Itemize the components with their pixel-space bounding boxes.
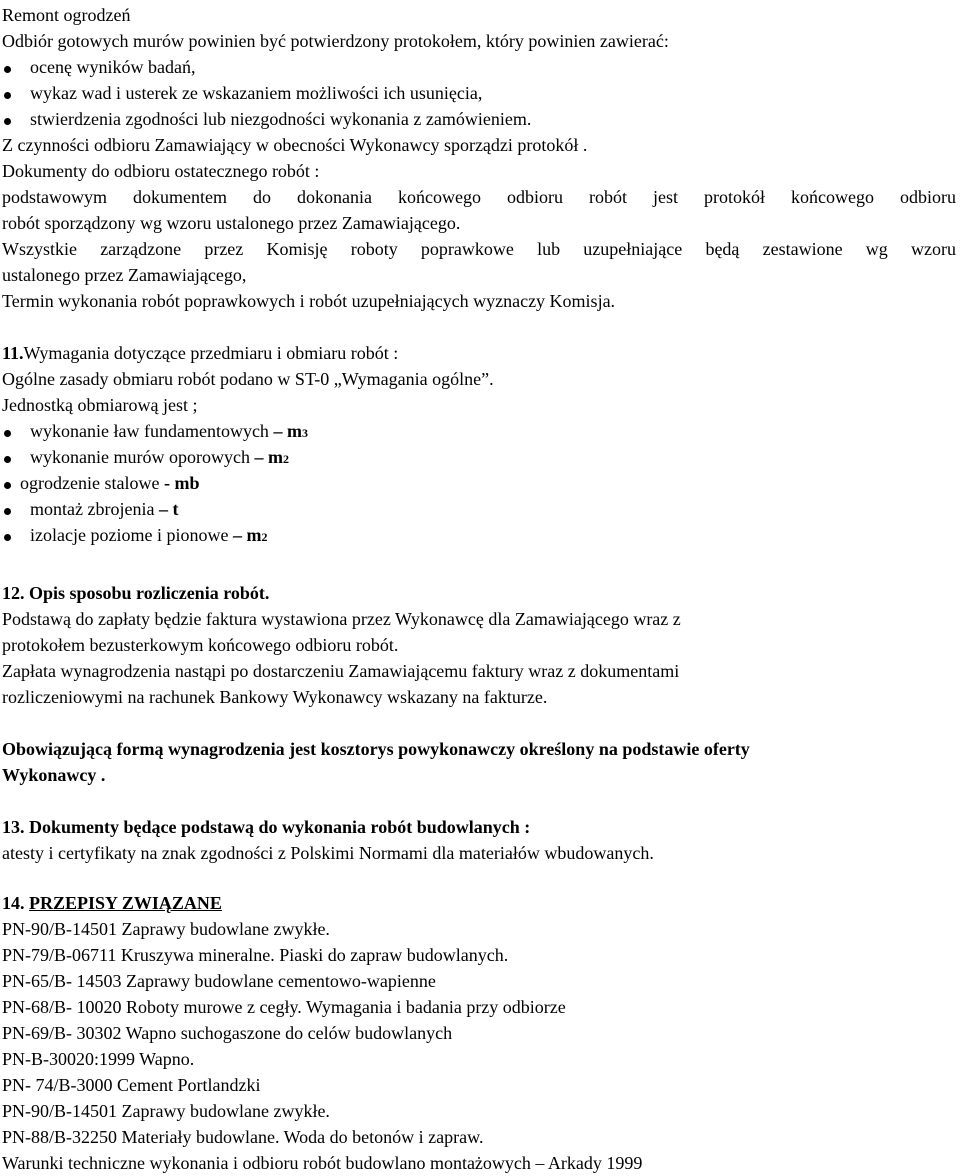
section-number: 11. (2, 343, 24, 363)
list-item: ocenę wyników badań, (30, 57, 196, 77)
paragraph: Podstawą do zapłaty będzie faktura wystawiona przez Wykonawcę dla Zamawiającego wraz z (2, 609, 681, 629)
bold-paragraph (2, 738, 750, 760)
standard-item: PN-79/B-06711 Kruszywa mineralne. Piaski do zapraw budowlanych. (2, 945, 509, 965)
standard-item: PN-68/B- 10020 Roboty murowe z cegły. Wymagania i badania przy odbiorze (2, 997, 566, 1017)
intro-paragraph: Odbiór gotowych murów powinien być potwierdzony protokołem, który powinien zawierać: (2, 31, 669, 51)
doc-title: Remont ogrodzeń (2, 5, 131, 25)
standard-item: PN-90/B-14501 Zaprawy budowlane zwykłe. (2, 919, 330, 939)
list-item (30, 420, 308, 442)
section-number: 14. (2, 893, 29, 913)
standard-item: PN-B-30020:1999 Wapno. (2, 1049, 195, 1069)
paragraph: protokołem bezusterkowym końcowego odbioru robót. (2, 635, 399, 655)
paragraph: Ogólne zasady obmiaru robót podano w ST-0 „Wymagania ogólne”. (2, 369, 494, 389)
unit-value: – m (273, 421, 302, 441)
bullet-icon (4, 534, 11, 541)
bold-paragraph (2, 764, 105, 786)
bullet-icon (4, 430, 11, 437)
standard-item: PN-90/B-14501 Zaprawy budowlane zwykłe. (2, 1101, 330, 1121)
bullet-icon (4, 456, 11, 463)
unit-value: - mb (163, 473, 200, 493)
bullet-icon (4, 92, 11, 99)
unit-label: wykonanie ław fundamentowych (30, 421, 274, 441)
paragraph: Jednostką obmiarową jest ; (2, 395, 198, 415)
standard-item: Warunki techniczne wykonania i odbioru robót budowlano montażowych – Arkady 1999 (2, 1153, 643, 1173)
paragraph: Dokumenty do odbioru ostatecznego robót : (2, 161, 320, 181)
bullet-icon (4, 118, 11, 125)
unit-value: – t (158, 499, 179, 519)
unit-value: – m (232, 525, 262, 545)
paragraph: rozliczeniowymi na rachunek Bankowy Wykonawcy wskazany na fakturze. (2, 687, 548, 707)
unit-value: – m (254, 447, 283, 467)
section-12-heading (2, 582, 269, 604)
unit-label: ogrodzenie stalowe (20, 473, 164, 493)
bullet-icon (4, 66, 11, 73)
list-item: wykaz wad i usterek ze wskazaniem możliwości ich usunięcia, (30, 83, 483, 103)
list-item (30, 498, 178, 520)
paragraph: Wszystkie zarządzone przez Komisję roboty poprawkowe lub uzupełniające będą zestawione wg wzoru (2, 239, 956, 259)
list-item (20, 472, 199, 494)
bullet-icon (4, 508, 11, 515)
bullet-icon (4, 482, 11, 489)
standard-item: PN-65/B- 14503 Zaprawy budowlane cementowo-wapienne (2, 971, 436, 991)
bold-text: Wykonawcy . (2, 765, 106, 785)
unit-label: montaż zbrojenia (30, 499, 159, 519)
section-11-heading (2, 342, 398, 364)
section-title: 12. Opis sposobu rozliczenia robót. (2, 583, 270, 603)
paragraph: podstawowym dokumentem do dokonania końcowego odbioru robót jest protokół końcowego odbioru (2, 187, 956, 207)
unit-exponent: 2 (261, 530, 268, 544)
standard-item: PN-69/B- 30302 Wapno suchogaszone do celów budowlanych (2, 1023, 453, 1043)
paragraph: Z czynności odbioru Zamawiający w obecności Wykonawcy sporządzi protokół . (2, 135, 588, 155)
paragraph: robót sporządzony wg wzoru ustalonego przez Zamawiającego. (2, 213, 461, 233)
list-item (30, 446, 289, 468)
paragraph: ustalonego przez Zamawiającego, (2, 265, 247, 285)
paragraph: atesty i certyfikaty na znak zgodności z Polskimi Normami dla materiałów wbudowanych. (2, 843, 654, 863)
standard-item: PN-88/B-32250 Materiały budowlane. Woda do betonów i zapraw. (2, 1127, 484, 1147)
list-item (30, 524, 267, 546)
section-title: PRZEPISY ZWIĄZANE (29, 893, 222, 913)
standard-item: PN- 74/B-3000 Cement Portlandzki (2, 1075, 261, 1095)
paragraph: Zapłata wynagrodzenia nastąpi po dostarczeniu Zamawiającemu faktury wraz z dokumentami (2, 661, 680, 681)
section-title: Wymagania dotyczące przedmiaru i obmiaru robót : (23, 343, 399, 363)
paragraph: Termin wykonania robót poprawkowych i robót uzupełniających wyznaczy Komisja. (2, 291, 616, 311)
unit-label: wykonanie murów oporowych (30, 447, 255, 467)
unit-exponent: 2 (282, 452, 289, 466)
list-item: stwierdzenia zgodności lub niezgodności wykonania z zamówieniem. (30, 109, 532, 129)
section-14-heading (2, 892, 222, 914)
bold-text: Obowiązującą formą wynagrodzenia jest kosztorys powykonawczy określony na podstawie oferty (2, 739, 750, 759)
section-title: 13. Dokumenty będące podstawą do wykonania robót budowlanych : (2, 817, 531, 837)
section-13-heading (2, 816, 530, 838)
unit-label: izolacje poziome i pionowe (30, 525, 233, 545)
unit-exponent: 3 (301, 426, 308, 440)
